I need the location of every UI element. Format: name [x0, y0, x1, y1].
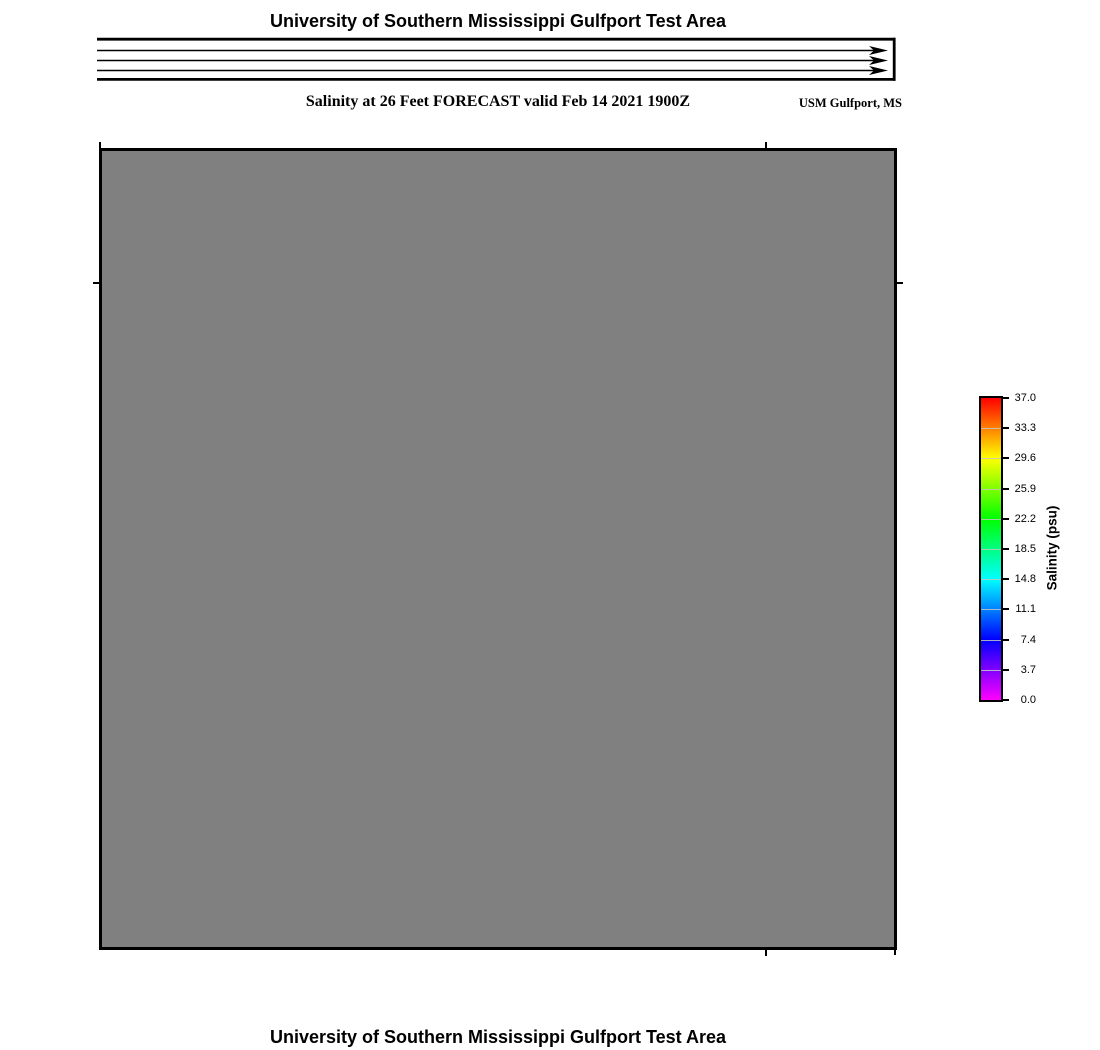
colorbar-segment-divider	[981, 428, 1001, 429]
frame-tick-right	[897, 282, 903, 284]
frame-tick-bottom-right	[894, 950, 896, 955]
map-area	[99, 148, 897, 950]
colorbar-segment-divider	[981, 640, 1001, 641]
footer-title: University of Southern Mississippi Gulfport Test Area	[269, 1027, 727, 1047]
vector-legend-bar	[97, 37, 896, 82]
colorbar-tick-label: 37.0	[1014, 392, 1036, 404]
colorbar-tick-label: 11.1	[1015, 603, 1036, 615]
colorbar-tick-label: 25.9	[1014, 483, 1036, 495]
frame-tick-top-left	[99, 142, 101, 148]
page-title: University of Southern Mississippi Gulfport Test Area	[269, 11, 727, 31]
colorbar-segment-divider	[981, 458, 1001, 459]
colorbar-segment-divider	[981, 549, 1001, 550]
colorbar-tick-label: 7.4	[1020, 634, 1036, 646]
frame-tick-bottom	[765, 950, 767, 956]
colorbar-segment-divider	[981, 579, 1001, 580]
colorbar-segment-divider	[981, 609, 1001, 610]
frame-tick-top	[765, 142, 767, 148]
colorbar-segment-divider	[981, 670, 1001, 671]
colorbar-tick-label: 33.3	[1014, 422, 1036, 434]
station-label: USM Gulfport, MS	[798, 96, 902, 110]
colorbar-segment-divider	[981, 519, 1001, 520]
colorbar-tick-label: 22.2	[1014, 513, 1036, 525]
colorbar-segment-divider	[981, 489, 1001, 490]
colorbar-tick-label: 3.7	[1020, 664, 1036, 676]
colorbar-tick-label: 29.6	[1014, 452, 1036, 464]
frame-tick-left	[93, 282, 99, 284]
colorbar-tick-label: 14.8	[1014, 573, 1036, 585]
forecast-subtitle: Salinity at 26 Feet FORECAST valid Feb 14 2021 1900Z	[305, 93, 691, 110]
colorbar-tick-label: 0.0	[1020, 694, 1036, 706]
colorbar-tick-label: 18.5	[1014, 543, 1036, 555]
colorbar-axis-label: Salinity (psu)	[1044, 505, 1060, 591]
colorbar-gradient	[981, 398, 1001, 700]
